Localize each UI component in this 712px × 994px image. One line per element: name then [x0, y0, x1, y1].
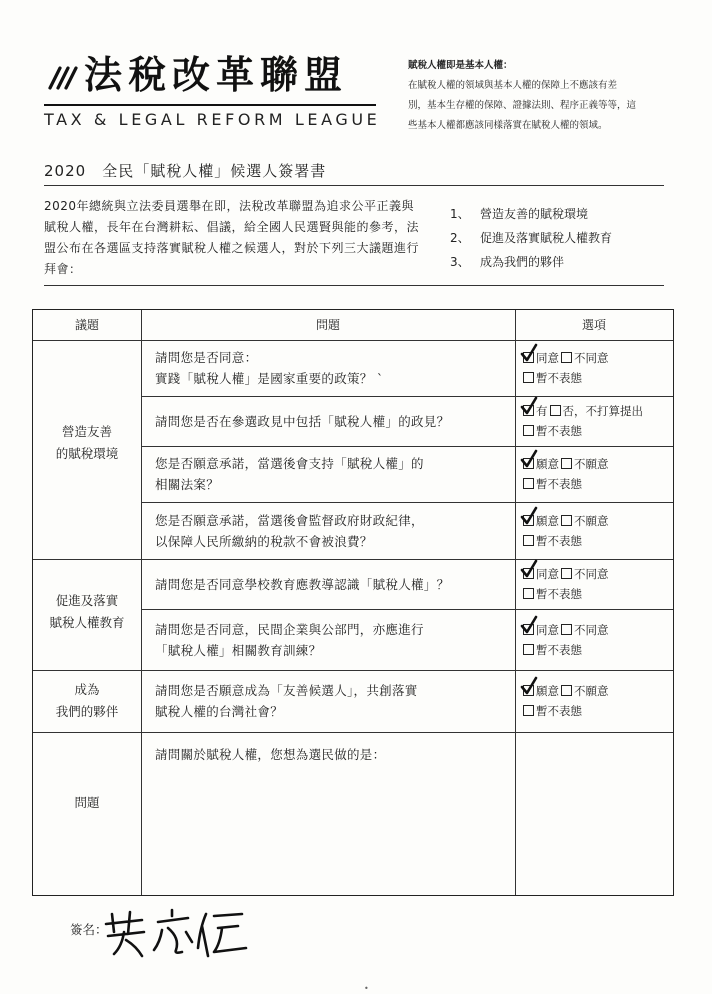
option-line [523, 681, 609, 701]
motto-line: 賦稅人權即是基本人權： [408, 60, 513, 71]
league-title-en: TAX & LEGAL REFORM LEAGUE [44, 110, 381, 129]
header-topic: 議題 [74, 318, 99, 332]
option-label: 同意 [536, 567, 559, 581]
open-question-prompt: 請問關於賦稅人權，您想為選民做的是： [155, 747, 386, 762]
question-text [155, 619, 424, 661]
title-divider [44, 185, 664, 186]
intro-paragraph: 2020年總統與立法委員選舉在即，法稅改革聯盟為追求公平正義與賦稅人權，長年在台灣耕耘、倡議，給全國人民選賢與能的參考，法盟公布在各選區支持落實賦稅人權之候選人，對於下列三大議題進行拜會： [44, 199, 420, 276]
checkbox-option-3[interactable] [523, 425, 534, 436]
checkbox-option-3[interactable] [523, 588, 534, 599]
option-line [523, 511, 609, 531]
option-label: 同意 [536, 351, 559, 365]
option-label: 暫不表態 [536, 533, 582, 548]
answer-options [523, 454, 609, 494]
checkbox-option-3[interactable] [523, 644, 534, 655]
option-label: 同意 [536, 622, 559, 637]
checkbox-option-1[interactable] [523, 458, 534, 469]
checkbox-option-2[interactable] [550, 405, 561, 416]
question-text [155, 411, 449, 432]
option-line [523, 584, 609, 604]
checkbox-option-2[interactable] [561, 458, 572, 469]
category-open-question [33, 792, 141, 814]
question-line: 請問您是否願意成為「友善候選人」，共創落實 [155, 683, 418, 698]
question-line: 實踐「賦稅人權」是國家重要的政策？ ` [155, 371, 384, 386]
row-divider [33, 670, 673, 671]
option-label: 願意 [536, 457, 559, 471]
motto-line: 別，基本生存權的保障、證據法則、程序正義等等，這 [408, 100, 637, 111]
option-label: 不願意 [574, 684, 609, 698]
option-line [523, 454, 609, 474]
category-line: 賦稅人權教育 [49, 615, 125, 630]
column-divider [141, 310, 142, 895]
row-divider [33, 732, 673, 733]
option-line [523, 701, 609, 721]
checkbox-option-3[interactable] [523, 478, 534, 489]
answer-options [523, 681, 609, 721]
header-question: 問題 [315, 318, 340, 332]
question-line: 請問您是否同意，民間企業與公部門，亦應進行 [155, 621, 424, 637]
checkbox-option-1[interactable] [523, 405, 534, 416]
motto-block [408, 56, 674, 136]
checkbox-option-2[interactable] [561, 515, 572, 526]
option-line [523, 348, 609, 368]
issue-number: 3、 [450, 255, 470, 269]
category-line: 促進及落實 [55, 593, 119, 608]
checkbox-option-3[interactable] [523, 372, 534, 383]
question-line: 請問您是否在參選政見中包括「賦稅人權」的政見？ [155, 413, 450, 429]
issues-list [450, 202, 612, 274]
category-line: 營造友善 [61, 424, 112, 439]
question-line: 相關法案？ [155, 477, 220, 492]
signature-label: 簽名： [70, 922, 108, 937]
survey-table [32, 309, 674, 896]
category-line: 的賦稅環境 [55, 446, 119, 461]
row-divider [33, 340, 673, 341]
question-text [155, 574, 449, 595]
option-label: 暫不表態 [536, 477, 582, 491]
checkbox-option-3[interactable] [523, 535, 534, 546]
issue-item [450, 202, 612, 226]
option-line [523, 564, 609, 584]
header-options: 選項 [581, 318, 606, 332]
question-line: 您是否願意承諾，當選後會監督政府財政紀律， [155, 512, 424, 528]
issue-text: 成為我們的夥伴 [480, 255, 565, 269]
motto-line: 些基本人權都應該同樣落實在賦稅人權的領域。 [408, 120, 608, 131]
option-label: 暫不表態 [536, 642, 582, 657]
checkbox-option-2[interactable] [561, 352, 572, 363]
row-divider [141, 502, 673, 503]
option-line [523, 531, 609, 551]
checkbox-option-1[interactable] [523, 352, 534, 363]
option-label: 不同意 [574, 351, 609, 365]
column-divider [515, 310, 516, 895]
issue-item [450, 226, 612, 250]
issue-text: 營造友善的賦稅環境 [480, 207, 589, 221]
category-partner [33, 679, 141, 723]
option-label: 願意 [536, 684, 559, 698]
question-line: 請問您是否同意學校教育應教導認識「賦稅人權」？ [155, 576, 450, 592]
option-line [523, 421, 643, 441]
question-line: 以保障人民所繳納的稅款不會被浪費？ [155, 533, 373, 549]
option-line [523, 620, 609, 640]
category-line: 我們的夥伴 [55, 704, 119, 719]
form-year: 2020 [44, 162, 87, 180]
issue-number: 2、 [450, 231, 470, 245]
category-line: 問題 [74, 795, 100, 810]
question-text [155, 510, 424, 552]
option-label: 暫不表態 [536, 424, 582, 438]
row-divider [141, 396, 673, 397]
checkbox-option-1[interactable] [523, 568, 534, 579]
checkbox-option-1[interactable] [523, 515, 534, 526]
checkbox-option-2[interactable] [561, 624, 572, 635]
question-text [155, 680, 418, 722]
row-divider [33, 559, 673, 560]
question-line: 您是否願意承諾，當選後會支持「賦稅人權」的 [155, 456, 424, 471]
header-divider [44, 104, 376, 106]
option-label: 不同意 [574, 622, 609, 637]
checkbox-option-2[interactable] [561, 568, 572, 579]
answer-options [523, 401, 643, 441]
motto-line: 在賦稅人權的領域與基本人權的保障上不應該有差 [408, 80, 618, 91]
answer-options [523, 511, 609, 551]
category-friendly-tax [33, 421, 141, 465]
option-label: 不願意 [574, 513, 609, 528]
option-line [523, 474, 609, 494]
intro-divider [44, 285, 664, 286]
option-line [523, 368, 609, 388]
question-text [155, 453, 424, 495]
row-divider [141, 446, 673, 447]
logo-slash-icon [44, 58, 80, 94]
answer-options [523, 564, 609, 604]
option-label: 不願意 [574, 457, 609, 471]
option-label: 願意 [536, 513, 559, 528]
question-line: 賦稅人權的台灣社會？ [155, 704, 284, 719]
answer-options [523, 348, 609, 388]
checkbox-option-1[interactable] [523, 624, 534, 635]
category-line: 成為 [74, 682, 100, 697]
option-label: 暫不表態 [536, 587, 582, 601]
question-text [155, 347, 383, 389]
issue-text: 促進及落實賦稅人權教育 [480, 231, 613, 245]
category-education [33, 590, 141, 634]
league-title: 法稅改革聯盟 [84, 53, 349, 97]
option-label: 有 [536, 404, 548, 418]
checkbox-option-3[interactable] [523, 705, 534, 716]
answer-options [523, 620, 609, 660]
page-mark: • [364, 984, 369, 993]
option-label: 不同意 [574, 567, 609, 581]
checkbox-option-2[interactable] [561, 685, 572, 696]
issue-item [450, 250, 612, 274]
option-line [523, 640, 609, 660]
form-title-text: 全民「賦稅人權」候選人簽署書 [102, 162, 327, 180]
question-line: 請問您是否同意： [155, 350, 258, 365]
option-label: 否，不打算提出 [562, 404, 643, 418]
form-title [44, 160, 326, 181]
option-label: 暫不表態 [536, 704, 582, 718]
checkbox-option-1[interactable] [523, 685, 534, 696]
option-line [523, 401, 643, 421]
issue-number: 1、 [450, 207, 470, 221]
question-line: 「賦稅人權」相關教育訓練？ [155, 642, 322, 658]
handwritten-signature [102, 902, 252, 962]
option-label: 暫不表態 [536, 371, 582, 385]
row-divider [141, 609, 673, 610]
